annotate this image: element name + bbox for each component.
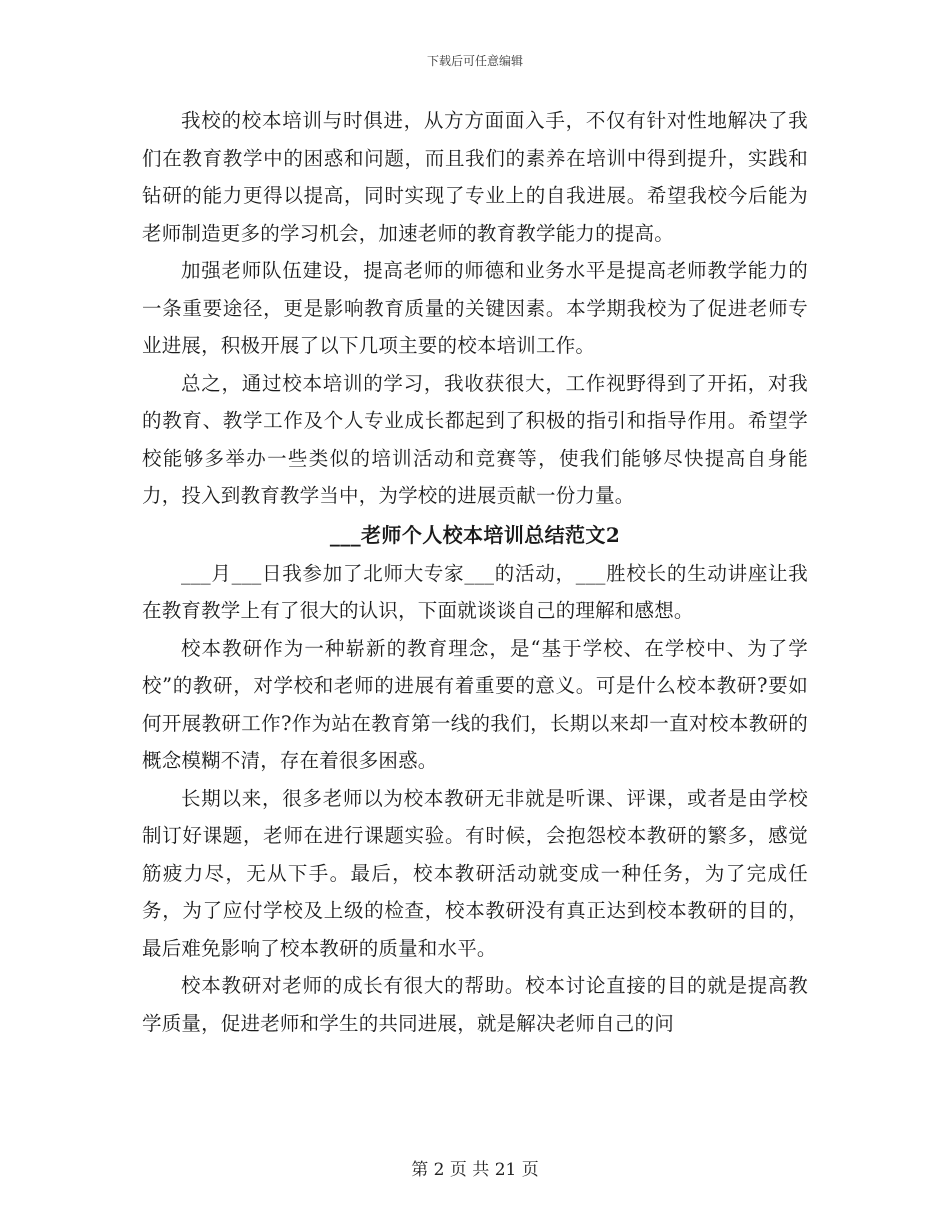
header-note: 下载后可任意编辑 [426,54,523,68]
paragraph-7: 校本教研对老师的成长有很大的帮助。校本讨论直接的目的就是提高教学质量，促进老师和学生的共同进展，就是解决老师自己的问 [142,974,808,1035]
document-body [142,102,808,1042]
page-number-footer: 第 2 页 共 21 页 [411,1160,539,1180]
paragraph-4: ___月___日我参加了北师大专家___的活动，___胜校长的生动讲座让我在教育教学上有了很大的认识，下面就谈谈自己的理解和感想。 [142,561,808,622]
paragraph-1: 我校的校本培训与时俱进，从方方面面入手，不仅有针对性地解决了我们在教育教学中的困惑和问题，而且我们的素养在培训中得到提升，实践和钻研的能力更得以提高，同时实现了专业上的自我进展。希望我校今后能为老师制造更多的学习机会，加速老师的教育教学能力的提高。 [142,109,808,245]
paragraph-5: 校本教研作为一种崭新的教育理念，是“基于学校、在学校中、为了学校”的教研，对学校和老师的进展有着重要的意义。可是什么校本教研?要如何开展教研工作?作为站在教育第一线的我们，长期以来却一直对校本教研的概念模糊不清，存在着很多困惑。 [142,636,808,772]
paragraph-6: 长期以来，很多老师以为校本教研无非就是听课、评课，或者是由学校制订好课题，老师在进行课题实验。有时候，会抱怨校本教研的繁多，感觉筋疲力尽，无从下手。最后，校本教研活动就变成一种任务，为了完成任务，为了应付学校及上级的检查，校本教研没有真正达到校本教研的目的，最后难免影响了校本教研的质量和水平。 [142,786,808,960]
paragraph-2: 加强老师队伍建设，提高老师的师德和业务水平是提高老师教学能力的一条重要途径，更是影响教育质量的关键因素。本学期我校为了促进老师专业进展，积极开展了以下几项主要的校本培训工作。 [142,259,808,357]
section-heading: ___老师个人校本培训总结范文2 [329,522,621,547]
paragraph-3: 总之，通过校本培训的学习，我收获很大，工作视野得到了开拓，对我的教育、教学工作及个人专业成长都起到了积极的指引和指导作用。希望学校能够多举办一些类似的培训活动和竞赛等，使我们能够尽快提高自身能力，投入到教育教学当中，为学校的进展贡献一份力量。 [142,371,808,507]
